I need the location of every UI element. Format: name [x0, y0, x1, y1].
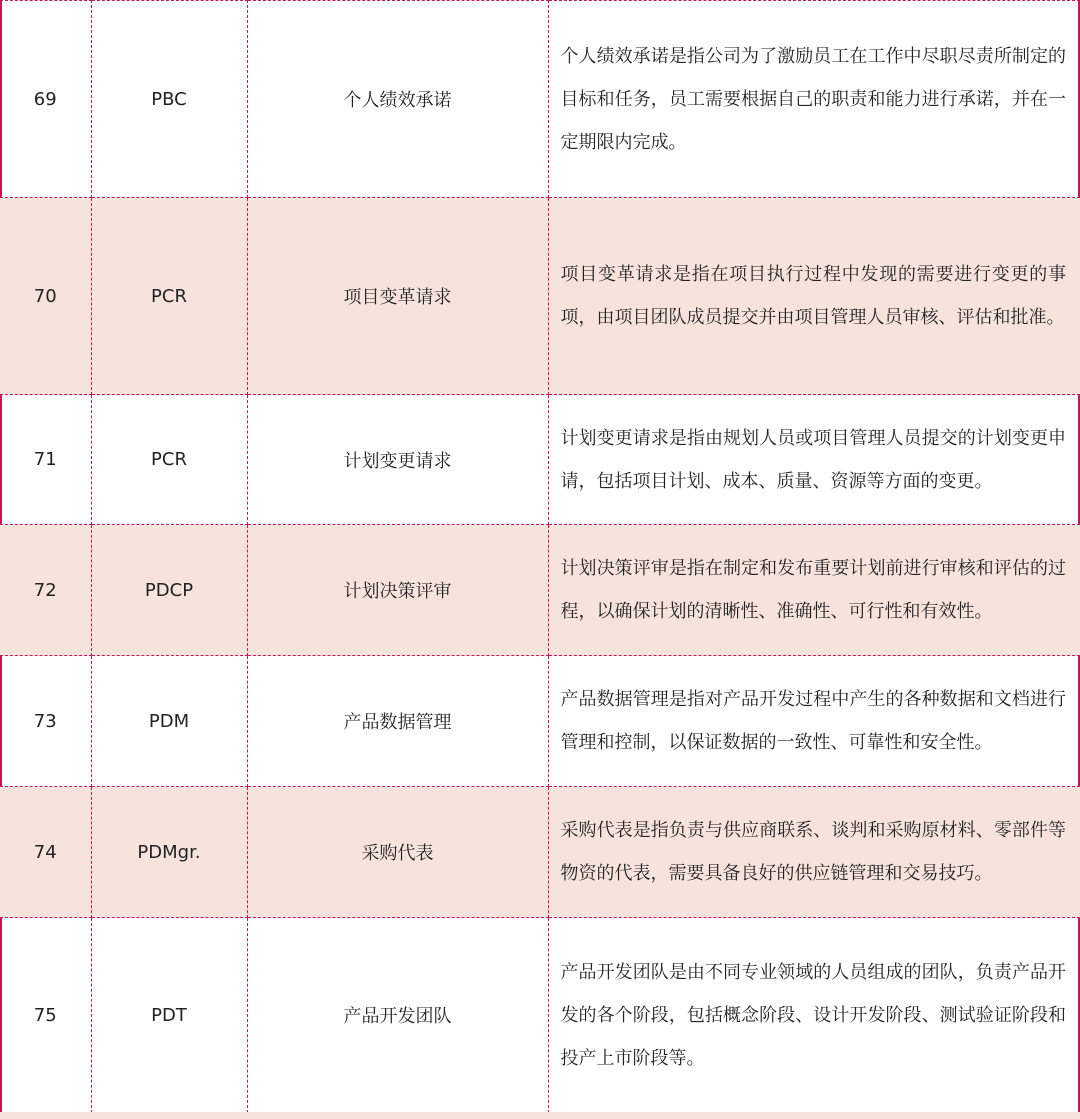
table-row: [0, 787, 1080, 918]
term-description: 采购代表是指负责与供应商联系、谈判和采购原材料、零部件等物资的代表，需要具备良好的供应链管理和交易技巧。: [548, 787, 1080, 918]
row-number: 70: [0, 198, 91, 395]
term-name: 采购代表: [247, 787, 548, 918]
term-name: 计划决策评审: [247, 525, 548, 656]
term-abbreviation: PBC: [91, 1, 247, 198]
term-abbreviation: PCR: [91, 198, 247, 395]
row-number: 75: [0, 918, 91, 1113]
term-description: 计划决策评审是指在制定和发布重要计划前进行审核和评估的过程，以确保计划的清晰性、准确性、可行性和有效性。: [548, 525, 1080, 656]
term-description: 个人绩效承诺是指公司为了激励员工在工作中尽职尽责所制定的目标和任务，员工需要根据自己的职责和能力进行承诺，并在一定期限内完成。: [548, 1, 1080, 198]
row-number: 71: [0, 395, 91, 525]
term-description: 项目变革请求是指在项目执行过程中发现的需要进行变更的事项，由项目团队成员提交并由项目管理人员审核、评估和批准。: [548, 198, 1080, 395]
term-name: 产品开发团队: [247, 918, 548, 1113]
table-row: [0, 656, 1080, 787]
term-name: 项目变革请求: [247, 198, 548, 395]
term-abbreviation: PDT: [91, 918, 247, 1113]
term-description: 产品开发团队是由不同专业领域的人员组成的团队，负责产品开发的各个阶段，包括概念阶段、设计开发阶段、测试验证阶段和投产上市阶段等。: [548, 918, 1080, 1113]
term-name: 个人绩效承诺: [247, 1, 548, 198]
table-row: [0, 918, 1080, 1113]
term-abbreviation: PCR: [91, 395, 247, 525]
term-abbreviation: PDMgr.: [91, 787, 247, 918]
table-row: [0, 1, 1080, 198]
next-row-edge: [0, 1112, 1080, 1119]
row-number: 72: [0, 525, 91, 656]
table-row: [0, 198, 1080, 395]
term-description: 产品数据管理是指对产品开发过程中产生的各种数据和文档进行管理和控制，以保证数据的一致性、可靠性和安全性。: [548, 656, 1080, 787]
table-row: [0, 525, 1080, 656]
term-abbreviation: PDM: [91, 656, 247, 787]
row-number: 73: [0, 656, 91, 787]
row-number: 74: [0, 787, 91, 918]
table-row: [0, 395, 1080, 525]
row-number: 69: [0, 1, 91, 198]
term-name: 计划变更请求: [247, 395, 548, 525]
term-description: 计划变更请求是指由规划人员或项目管理人员提交的计划变更申请，包括项目计划、成本、质量、资源等方面的变更。: [548, 395, 1080, 525]
term-name: 产品数据管理: [247, 656, 548, 787]
term-abbreviation: PDCP: [91, 525, 247, 656]
